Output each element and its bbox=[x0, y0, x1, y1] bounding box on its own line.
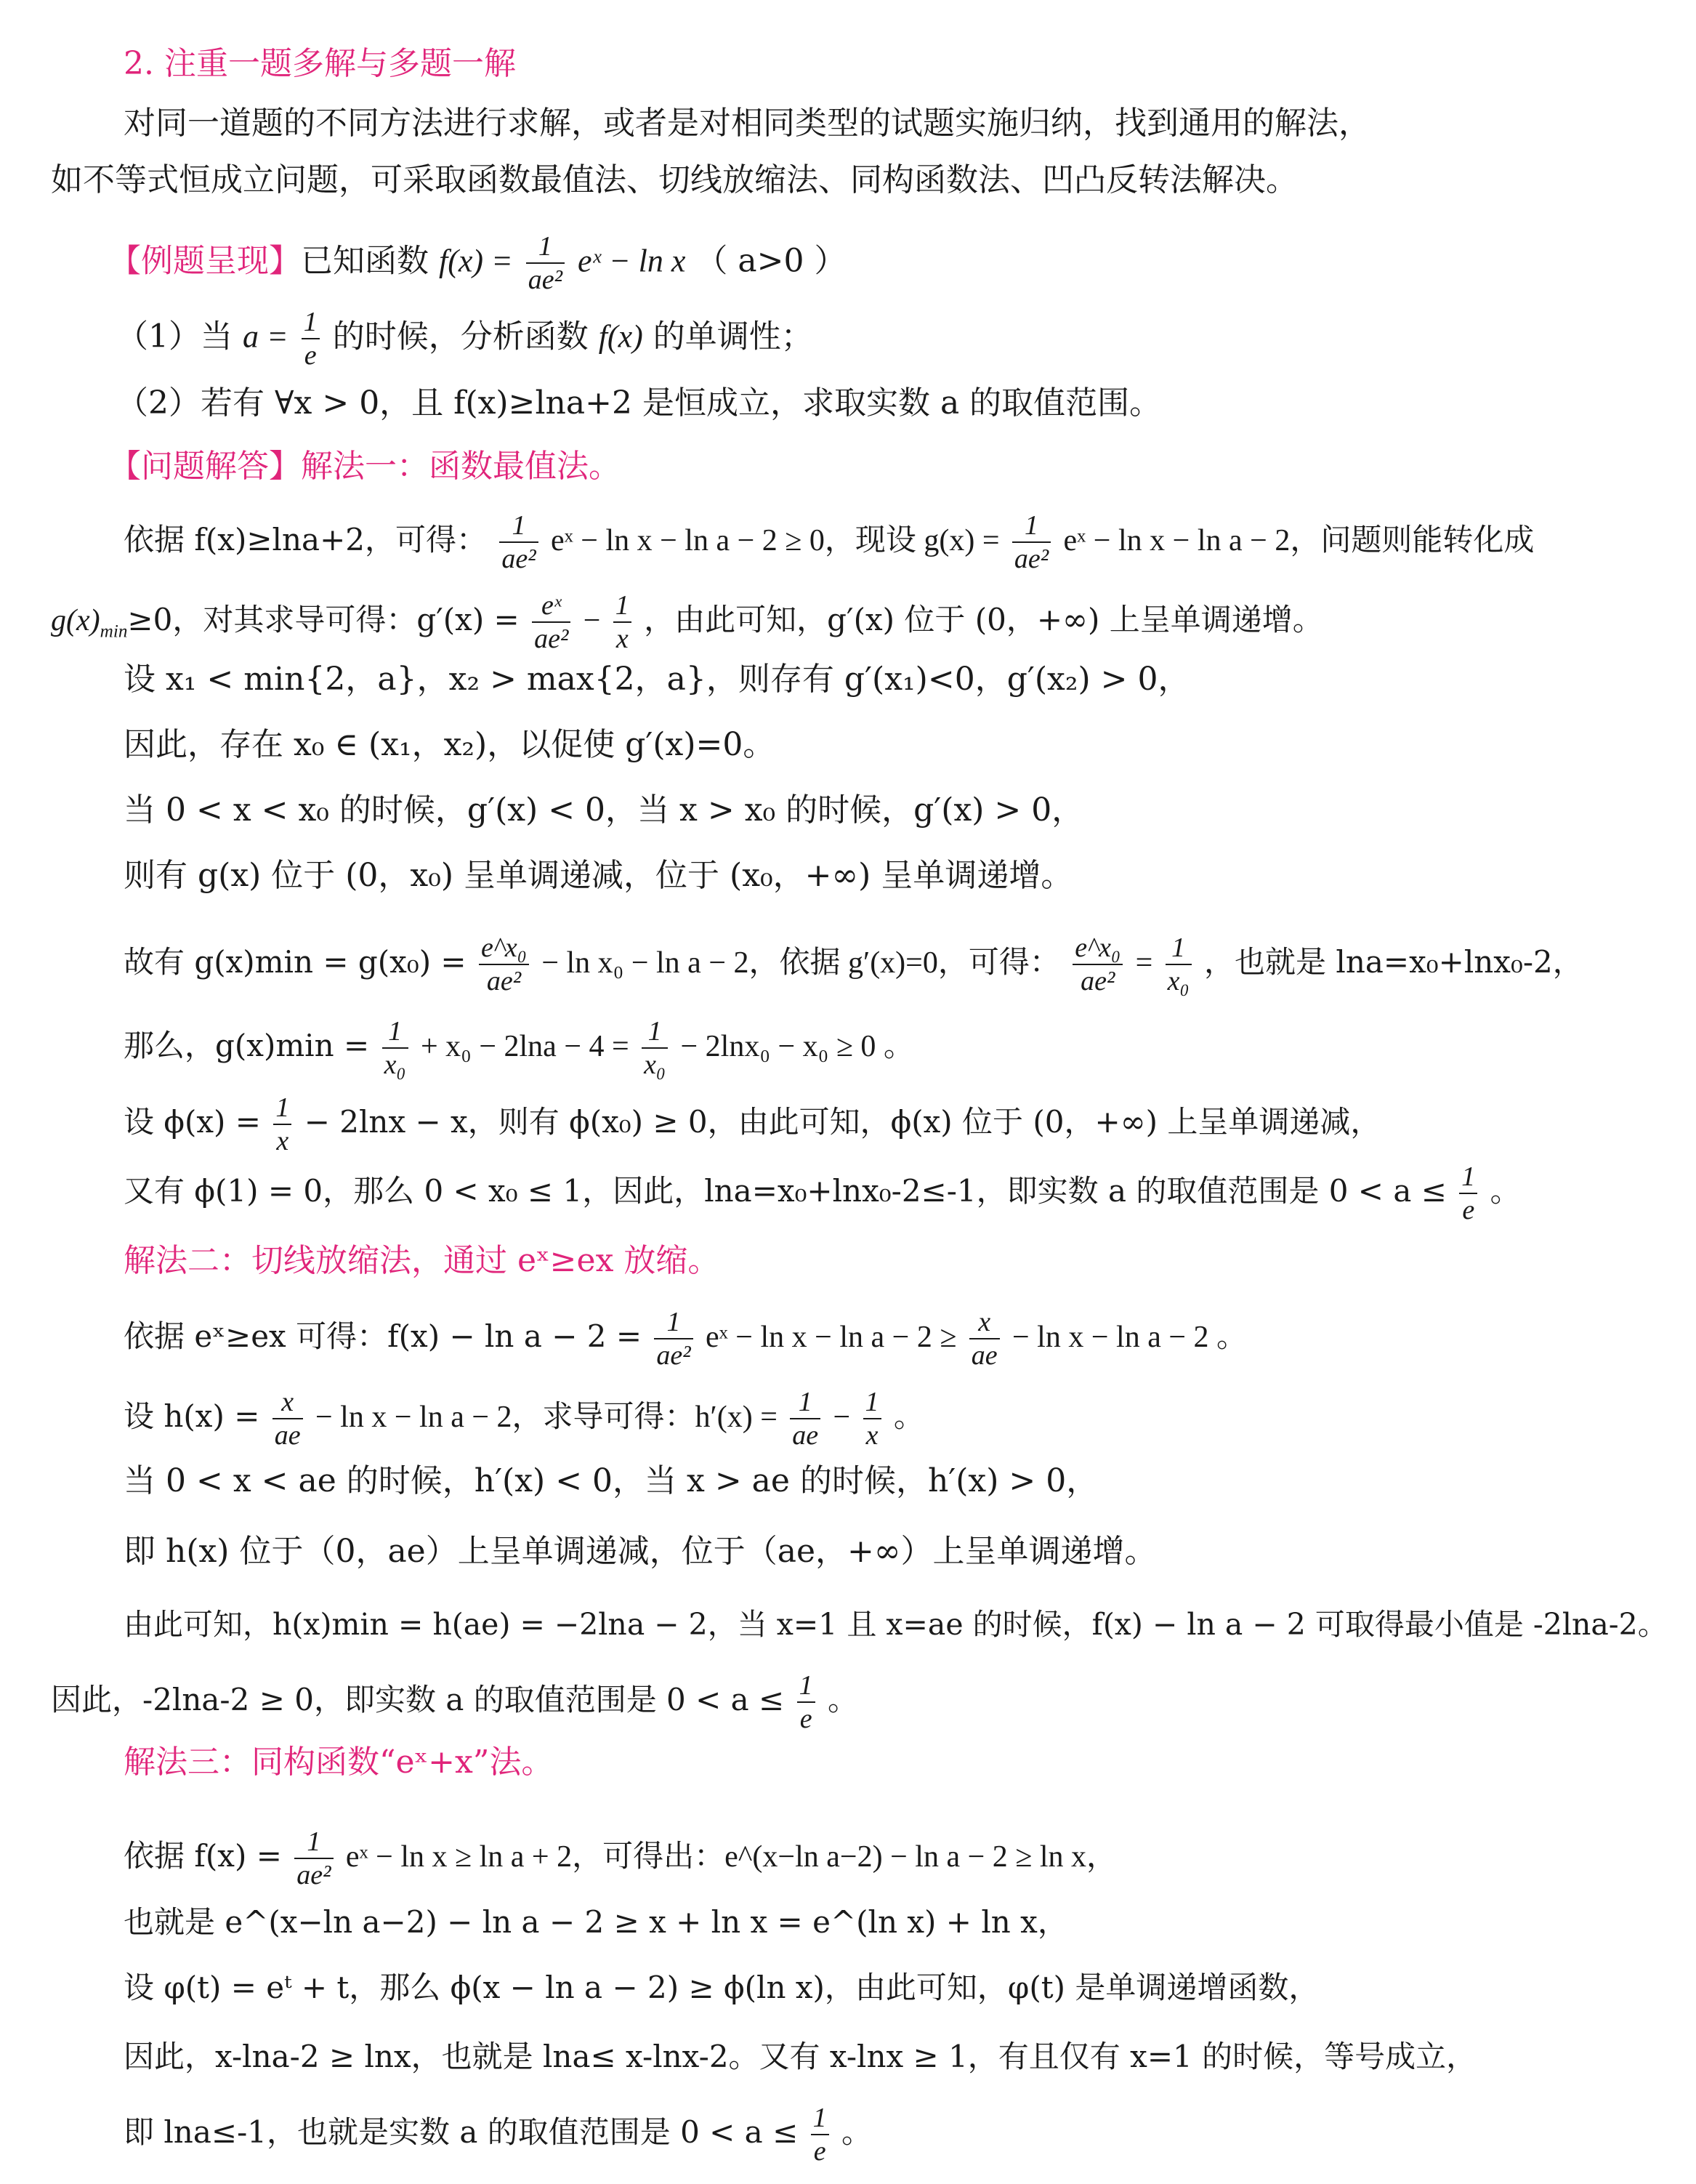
fraction: $\frac{1}{\text{ae²}}$ bbox=[1012, 512, 1051, 573]
fraction: $\frac{\text{eˣ}}{\text{ae²}}$ bbox=[532, 592, 570, 653]
fraction: $\frac{1}{e}$ bbox=[797, 1672, 815, 1733]
method1-title: 解法一：函数最值法。 bbox=[301, 448, 621, 485]
fraction: $\frac{1}{e}$ bbox=[811, 2104, 829, 2165]
m2-line-5: 由此可知，h(x)min = h(ae) = −2lna − 2，当 x=1 且 x=ae 的时候，f(x) − ln a − 2 可取得最小值是 -2lna-2。 bbox=[124, 1607, 1668, 1642]
fraction: $\frac{1}{e}$ bbox=[1459, 1163, 1477, 1224]
m1-line-7: 故有 g(x)min = g(x₀) = $\frac{\text{e\textasciicircum{}x₀}}{\text{ae²}}$ − ln x₀ − ln a − 2，依据 g′(x)=0，可得： $\frac{\text{e\textasciicircum{}x₀}}{\text{ae²}}$ = $\frac{1}{\text{x₀}}$ ，也就是 lna=x₀+lnx₀-2， bbox=[124, 932, 1583, 996]
fraction: $\frac{1}{\text{ae²}}$ bbox=[294, 1828, 333, 1889]
fraction: $\frac{1}{x}$ bbox=[273, 1094, 291, 1155]
example-tag: 【例题呈现】 bbox=[109, 242, 301, 280]
m1-line-1: 依据 f(x)≥lna+2，可得： $\frac{1}{\text{ae²}}$ eˣ − ln x − ln a − 2 ≥ 0，现设 g(x) = $\frac{1}{\text{ae²}}$ eˣ − ln x − ln a − 2，问题则能转化成 bbox=[124, 510, 1535, 574]
intro-line-2: 如不等式恒成立问题，可采取函数最值法、切线放缩法、同构函数法、凹凸反转法解决。 bbox=[51, 161, 1298, 198]
m2-line-3: 当 0 < x < ae 的时候，h′(x) < 0，当 x > ae 的时候，h′(x) > 0， bbox=[124, 1462, 1099, 1499]
m1-line-3: 设 x₁ < min{2，a}，x₂ > max{2，a}，则存有 g′(x₁)<0，g′(x₂) > 0， bbox=[124, 661, 1190, 698]
question-2: （2）若有 ∀x > 0，且 f(x)≥lna+2 是恒成立，求取实数 a 的取值范围。 bbox=[116, 384, 1162, 422]
fraction: $\frac{1}{x}$ bbox=[863, 1388, 881, 1449]
fraction: $\frac{\text{e\textasciicircum{}x₀}}{\text{ae²}}$ bbox=[479, 934, 529, 995]
m2-line-1: 依据 eˣ≥ex 可得：f(x) − ln a − 2 = $\frac{1}{\text{ae²}}$ eˣ − ln x − ln a − 2 ≥ $\frac{x}{ae}$ − ln x − ln a − 2 。 bbox=[124, 1307, 1248, 1371]
intro-line-1: 对同一道题的不同方法进行求解，或者是对相同类型的试题实施归纳，找到通用的解法， bbox=[124, 105, 1370, 142]
fraction: $\frac{x}{ae}$ bbox=[969, 1308, 1000, 1369]
fraction: $\frac{1}{\text{x₀}}$ bbox=[642, 1018, 668, 1079]
fraction: $\frac{1}{x}$ bbox=[613, 592, 631, 653]
answer-heading bbox=[109, 445, 621, 488]
m2-line-4: 即 h(x) 位于（0，ae）上呈单调递减，位于（ae，+∞）上呈单调递增。 bbox=[124, 1533, 1157, 1570]
fraction: $\frac{1}{\text{x₀}}$ bbox=[1166, 934, 1192, 995]
answer-tag: 【问题解答】 bbox=[109, 448, 301, 485]
question-1: （1）当 a = $\frac{1}{e}$ 的时候，分析函数 f(x) 的单调性； bbox=[116, 307, 813, 371]
m2-line-2: 设 h(x) = $\frac{x}{ae}$ − ln x − ln a − 2，求导可得：h′(x) = $\frac{1}{ae}$ − $\frac{1}{x}$ 。 bbox=[124, 1387, 924, 1451]
m1-line-4: 因此，存在 x₀ ∈ (x₁，x₂)，以促使 g′(x)=0。 bbox=[124, 726, 775, 763]
fraction: $\frac{1}{e}$ bbox=[302, 308, 320, 369]
fraction: $\frac{1}{\text{ae²}}$ bbox=[526, 233, 565, 294]
m3-line-2: 也就是 e^(x−ln a−2) − ln a − 2 ≥ x + ln x = e^(ln x) + ln x， bbox=[124, 1904, 1068, 1940]
fraction: $\frac{1}{ae}$ bbox=[790, 1388, 820, 1449]
fraction: $\frac{1}{\text{ae²}}$ bbox=[654, 1308, 692, 1369]
m2-line-6: 因此，-2lna-2 ≥ 0，即实数 a 的取值范围是 0 < a ≤ $\frac{1}{e}$ 。 bbox=[51, 1670, 858, 1734]
method2-title: 解法二：切线放缩法，通过 eˣ≥ex 放缩。 bbox=[124, 1242, 720, 1279]
m3-line-3: 设 φ(t) = eᵗ + t，那么 ϕ(x − ln a − 2) ≥ ϕ(ln x)，由此可知，φ(t) 是单调递增函数， bbox=[124, 1970, 1320, 2005]
example-statement: 【例题呈现】已知函数 f(x) = $\frac{1}{\text{ae²}}$ eˣ − ln x （ a>0 ） bbox=[109, 231, 847, 295]
m1-line-8: 那么，g(x)min = $\frac{1}{\text{x₀}}$ + x₀ − 2lna − 4 = $\frac{1}{\text{x₀}}$ − 2lnx₀ − x₀ ≥ 0 。 bbox=[124, 1016, 914, 1080]
m1-line-9: 设 ϕ(x) = $\frac{1}{x}$ − 2lnx − x，则有 ϕ(x₀) ≥ 0，由此可知，ϕ(x) 位于 (0，+∞) 上呈单调递减， bbox=[124, 1092, 1381, 1156]
method3-title: 解法三：同构函数“eˣ+x”法。 bbox=[124, 1744, 554, 1781]
m3-line-4: 因此，x-lna-2 ≥ lnx，也就是 lna≤ x-lnx-2。又有 x-lnx ≥ 1，有且仅有 x=1 的时候，等号成立， bbox=[124, 2039, 1477, 2074]
m1-line-5: 当 0 < x < x₀ 的时候，g′(x) < 0，当 x > x₀ 的时候，g′(x) > 0， bbox=[124, 791, 1084, 829]
fraction: $\frac{\text{e\textasciicircum{}x₀}}{\text{ae²}}$ bbox=[1073, 934, 1123, 995]
fraction: $\frac{1}{\text{ae²}}$ bbox=[499, 512, 538, 573]
m1-line-10: 又有 ϕ(1) = 0，那么 0 < x₀ ≤ 1，因此，lna=x₀+lnx₀-2≤-1，即实数 a 的取值范围是 0 < a ≤ $\frac{1}{e}$ 。 bbox=[124, 1161, 1521, 1225]
section-heading: 2. 注重一题多解与多题一解 bbox=[124, 45, 516, 82]
m1-line-6: 则有 g(x) 位于 (0，x₀) 呈单调递减，位于 (x₀，+∞) 呈单调递增。 bbox=[124, 857, 1073, 894]
m1-line-2: $g(x)_{min}\ge 0$，对其求导可得：g′(x) = $\frac{\text{eˣ}}{\text{ae²}}$ − $\frac{1}{x}$ ，由此可知，g′(x) 位于 (0，+∞) 上呈单调递增。 bbox=[51, 590, 1323, 654]
m3-line-5: 即 lna≤-1，也就是实数 a 的取值范围是 0 < a ≤ $\frac{1}{e}$ 。 bbox=[124, 2103, 873, 2167]
m3-line-1: 依据 f(x) = $\frac{1}{\text{ae²}}$ eˣ − ln x ≥ ln a + 2，可得出：e^(x−ln a−2) − ln a − 2 ≥ ln x， bbox=[124, 1826, 1117, 1890]
fraction: $\frac{x}{ae}$ bbox=[272, 1388, 303, 1449]
fraction: $\frac{1}{\text{x₀}}$ bbox=[382, 1018, 408, 1079]
